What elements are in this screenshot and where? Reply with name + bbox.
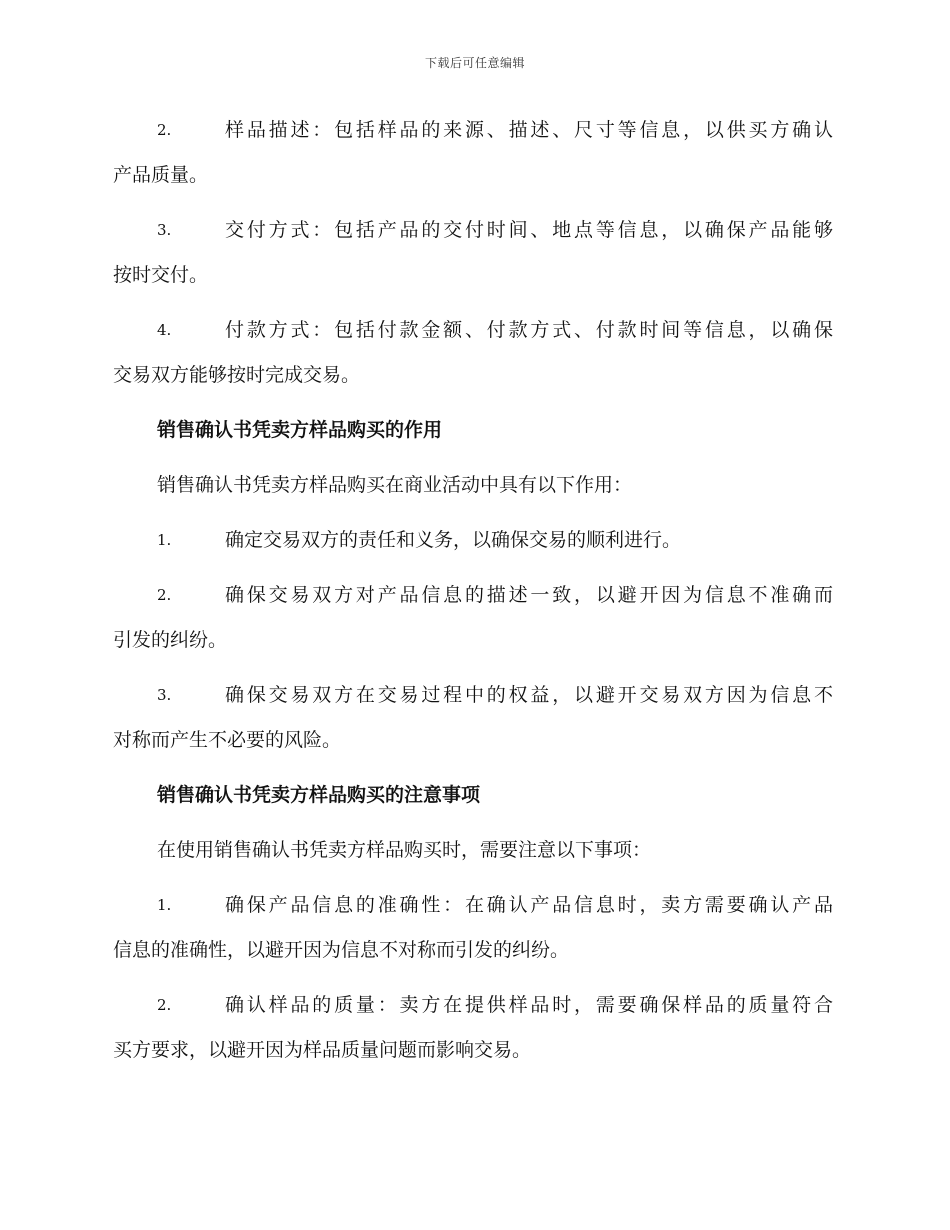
list-item	[113, 573, 833, 663]
list-item-number: 3.	[157, 221, 172, 239]
list-item-text: 确保产品信息的准确性：在确认产品信息时，卖方需要确认产品	[225, 894, 833, 916]
list-item-text: 确保交易双方在交易过程中的权益，以避开交易双方因为信息不	[225, 684, 833, 706]
list-item-text: 确认样品的质量：卖方在提供样品时，需要确保样品的质量符合	[225, 994, 833, 1016]
list-item-text-continued: 引发的纠纷。	[113, 629, 228, 651]
list-item-number: 1.	[157, 896, 172, 914]
section-intro-notes: 在使用销售确认书凭卖方样品购买时，需要注意以下事项：	[157, 839, 652, 861]
list-item-number: 2.	[157, 121, 172, 139]
list-item	[113, 518, 833, 563]
list-item-text-continued: 产品质量。	[113, 164, 209, 186]
page-header: 下载后可任意编辑	[424, 56, 525, 70]
list-item-text-continued: 按时交付。	[113, 264, 209, 286]
list-item-text: 确保交易双方对产品信息的描述一致，以避开因为信息不准确而	[225, 584, 833, 606]
list-item-number: 2.	[157, 996, 172, 1014]
section-heading-purpose: 销售确认书凭卖方样品购买的作用	[157, 419, 443, 441]
list-item	[113, 883, 833, 973]
list-item-number: 4.	[157, 321, 172, 339]
list-item-number: 3.	[157, 686, 172, 704]
list-item-text-continued: 交易双方能够按时完成交易。	[113, 364, 361, 386]
list-item-text: 样品描述：包括样品的来源、描述、尺寸等信息，以供买方确认	[225, 119, 833, 141]
list-item-number: 1.	[157, 531, 172, 549]
list-item	[113, 208, 833, 298]
list-item-text: 付款方式：包括付款金额、付款方式、付款时间等信息，以确保	[225, 319, 833, 341]
section-heading-notes: 销售确认书凭卖方样品购买的注意事项	[157, 784, 481, 806]
list-item	[113, 108, 833, 198]
list-item-text: 交付方式：包括产品的交付时间、地点等信息，以确保产品能够	[225, 219, 833, 241]
list-item-text-continued: 信息的准确性，以避开因为信息不对称而引发的纠纷。	[113, 939, 570, 961]
list-item	[113, 673, 833, 763]
list-item-text-continued: 买方要求，以避开因为样品质量问题而影响交易。	[113, 1039, 532, 1061]
list-item-text-continued: 对称而产生不必要的风险。	[113, 729, 342, 751]
list-item	[113, 983, 833, 1073]
list-item-text: 确定交易双方的责任和义务，以确保交易的顺利进行。	[225, 529, 682, 551]
list-item	[113, 308, 833, 398]
section-intro-purpose: 销售确认书凭卖方样品购买在商业活动中具有以下作用：	[157, 474, 633, 496]
document-body	[113, 108, 833, 1083]
list-item-number: 2.	[157, 586, 172, 604]
